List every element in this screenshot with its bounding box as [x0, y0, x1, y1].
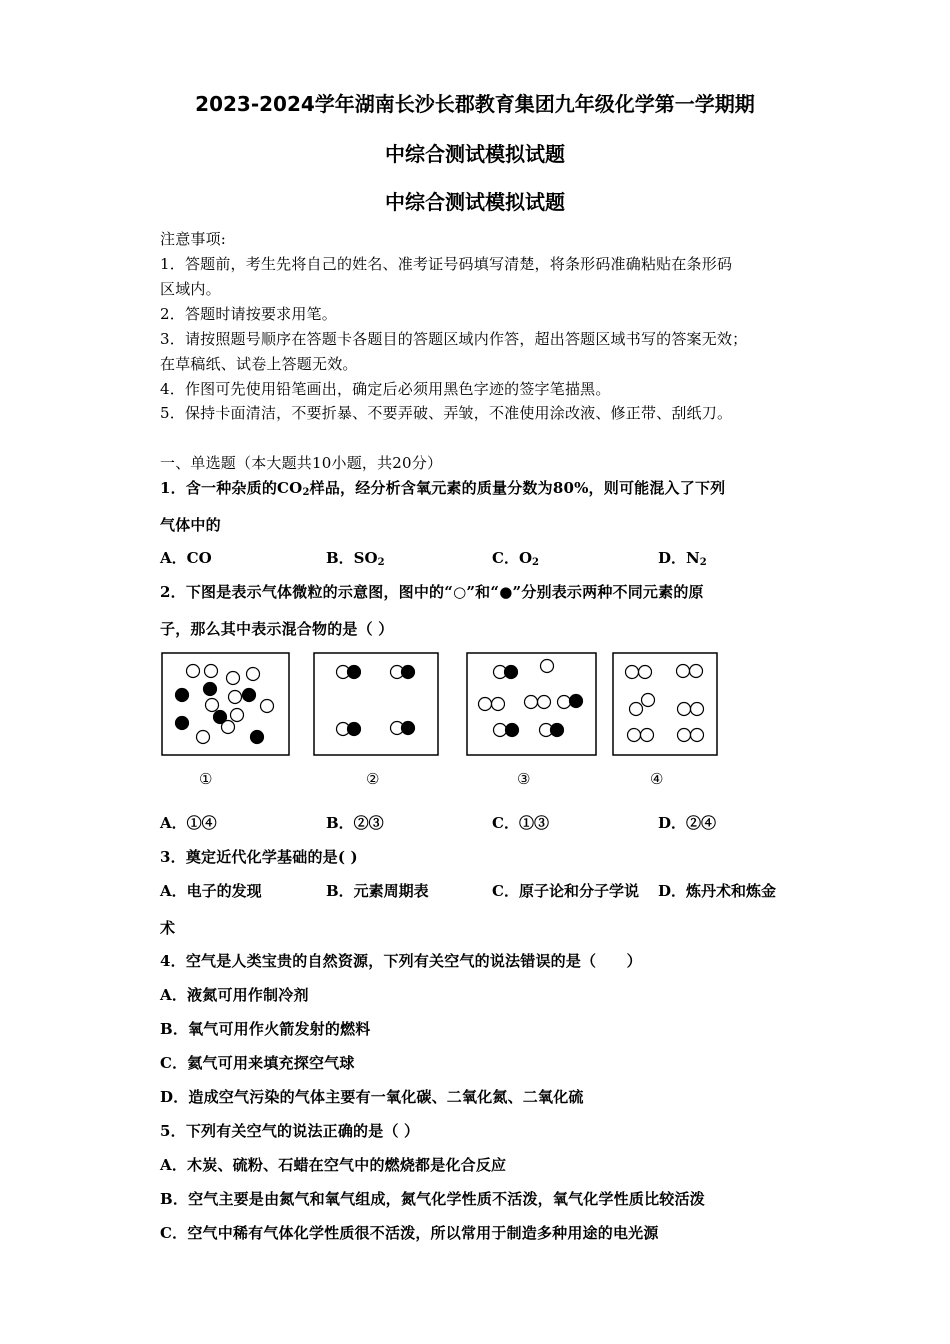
q2-stem-cont: 子，那么其中表示混合物的是（ ）: [160, 620, 394, 638]
q2-option-a[interactable]: A．①④: [160, 814, 217, 832]
diagram-label-1: ①: [199, 770, 213, 788]
q3-stem: 3．奠定近代化学基础的是( ): [160, 848, 358, 866]
diagram-box-1: [162, 653, 289, 755]
exam-title-line2: 中综合测试模拟试题: [385, 142, 565, 166]
q3-option-a[interactable]: A．电子的发现: [160, 882, 262, 900]
q1-option-c[interactable]: C．$O_2$: [492, 549, 539, 568]
q5-option-b[interactable]: B．空气主要是由氮气和氧气组成，氮气化学性质不活泼，氧气化学性质比较活泼: [160, 1190, 705, 1208]
notice-line: 3．请按照题号顺序在答题卡各题目的答题区域内作答，超出答题区域书写的答案无效；: [160, 330, 748, 348]
q5-option-a[interactable]: A．木炭、硫粉、石蜡在空气中的燃烧都是化合反应: [160, 1156, 507, 1174]
diagram-label-2: ②: [366, 770, 380, 788]
q2-option-b[interactable]: B．②③: [326, 814, 384, 832]
q4-option-d[interactable]: D．造成空气污染的气体主要有一氧化碳、二氧化氮、二氧化硫: [160, 1088, 584, 1106]
notice-line: 5．保持卡面清洁，不要折暴、不要弄破、弄皱，不准使用涂改液、修正带、刮纸刀。: [160, 404, 733, 422]
notice-line: 1．答题前，考生先将自己的姓名、准考证号码填写清楚，将条形码准确粘贴在条形码: [160, 255, 733, 273]
q5-stem: 5．下列有关空气的说法正确的是（ ）: [160, 1122, 420, 1140]
exam-title-line3: 中综合测试模拟试题: [385, 190, 565, 214]
diagram-label-4: ④: [650, 770, 664, 788]
exam-title-line1: 2023-2024学年湖南长沙长郡教育集团九年级化学第一学期期: [195, 92, 755, 116]
q3-option-b[interactable]: B．元素周期表: [326, 882, 429, 900]
q1-option-d[interactable]: D．$N_2$: [658, 549, 707, 568]
q3-option-c[interactable]: C．原子论和分子学说: [492, 882, 639, 900]
q5-option-c[interactable]: C．空气中稀有气体化学性质很不活泼，所以常用于制造多种用途的电光源: [160, 1224, 659, 1242]
notice-heading: 注意事项:: [160, 230, 227, 248]
diagram-label-3: ③: [517, 770, 531, 788]
diagram-box-2: [314, 653, 438, 755]
notice-line: 2．答题时请按要求用笔。: [160, 305, 337, 323]
q3-option-d[interactable]: D．炼丹术和炼金: [658, 882, 777, 900]
q1-option-b[interactable]: B．$SO_2$: [326, 549, 385, 568]
q3-option-d-cont: 术: [160, 919, 176, 937]
notice-line: 在草稿纸、试卷上答题无效。: [160, 355, 358, 373]
q4-option-a[interactable]: A．液氮可用作制冷剂: [160, 986, 309, 1004]
q4-option-c[interactable]: C．氦气可用来填充探空气球: [160, 1054, 355, 1072]
q2-option-d[interactable]: D．②④: [658, 814, 717, 832]
notice-line: 4．作图可先使用铅笔画出，确定后必须用黑色字迹的签字笔描黑。: [160, 380, 611, 398]
particle-diagram: [155, 645, 735, 765]
q4-option-b[interactable]: B．氧气可用作火箭发射的燃料: [160, 1020, 371, 1038]
q1-stem: 1．含一种杂质的$CO_2$样品，经分析含氧元素的质量分数为80%，则可能混入了下列: [160, 479, 726, 498]
q2-stem: 2．下图是表示气体微粒的示意图，图中的“○”和“●”分别表示两种不同元素的原: [160, 583, 704, 601]
q2-option-c[interactable]: C．①③: [492, 814, 549, 832]
q1-stem-cont: 气体中的: [160, 516, 221, 534]
q1-option-a[interactable]: A．CO: [160, 549, 212, 567]
notice-line: 区域内。: [160, 280, 221, 298]
section-heading: 一、单选题（本大题共10小题，共20分）: [160, 454, 443, 472]
q4-stem: 4．空气是人类宝贵的自然资源，下列有关空气的说法错误的是（ ）: [160, 952, 642, 970]
